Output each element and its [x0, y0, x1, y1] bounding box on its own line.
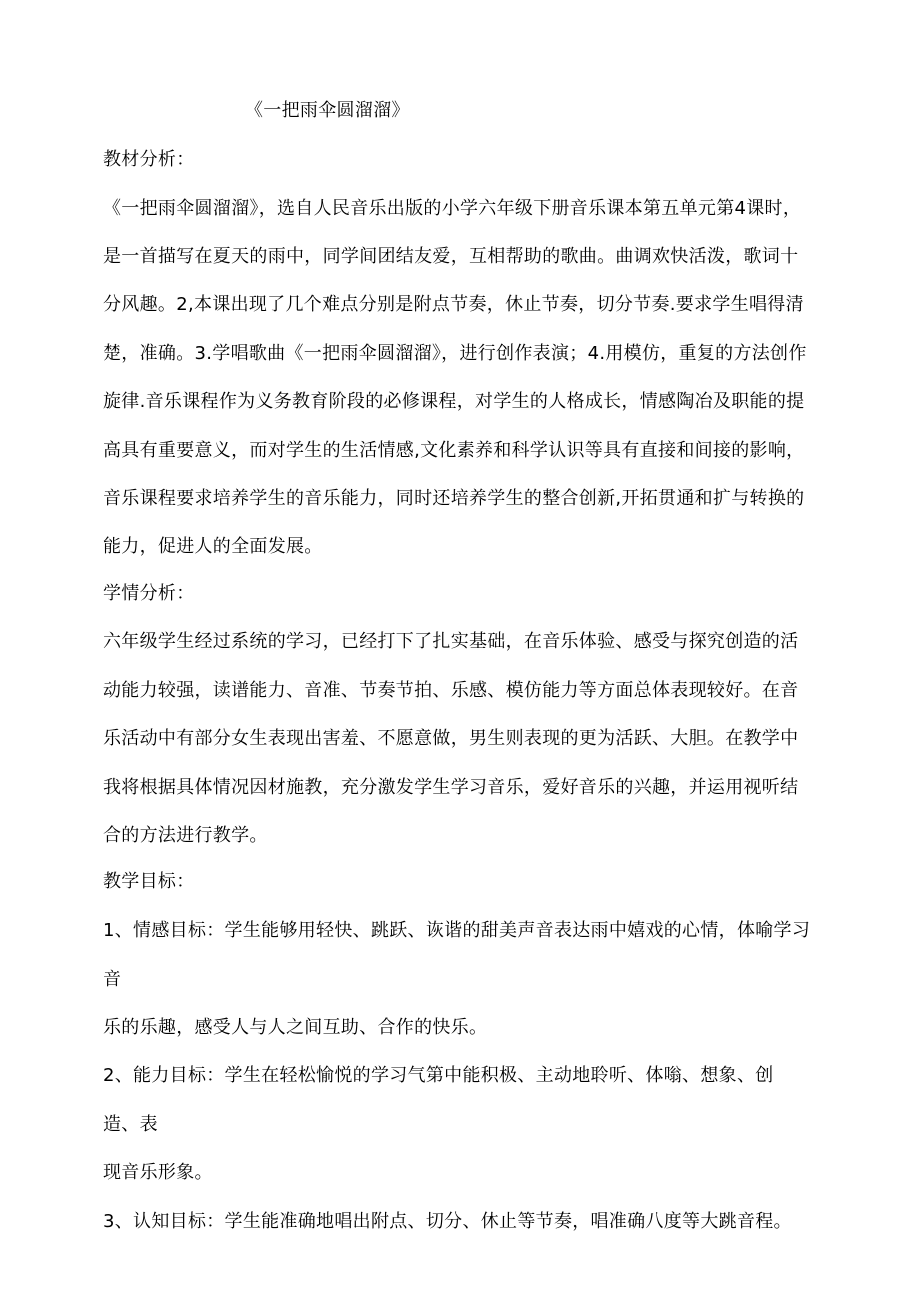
paragraph-line: 乐活动中有部分女生表现出害羞、不愿意做，男生则表现的更为活跃、大胆。在教学中: [103, 728, 799, 749]
section-heading-material: 教材分析：: [103, 149, 195, 170]
goal-line: 现音乐形象。: [103, 1162, 213, 1183]
paragraph-line: 我将根据具体情况因材施教，充分激发学生学习音乐，爱好音乐的兴趣，并运用视听结: [103, 777, 799, 798]
section-heading-students: 学情分析：: [103, 583, 195, 604]
paragraph-line: 楚，准确。3.学唱歌曲《一把雨伞圆溜溜》，进行创作表演；4.用模仿，重复的方法创作: [103, 343, 807, 364]
paragraph-line: 旋律.音乐课程作为义务教育阶段的必修课程，对学生的人格成长，情感陶冶及职能的提: [103, 391, 805, 412]
goal-line: 2、能力目标：学生在轻松愉悦的学习气第中能积极、主动地聆听、体嗡、想象、创: [103, 1065, 774, 1086]
paragraph-line: 是一首描写在夏天的雨中，同学间团结友爱，互相帮助的歌曲。曲调欢快活泼，歌词十: [103, 246, 799, 267]
paragraph-line: 高具有重要意义，而对学生的生活情感,文化素养和科学认识等具有直接和间接的影响，: [103, 440, 805, 461]
paragraph-line: 六年级学生经过系统的学习，已经打下了扎实基础，在音乐体验、感受与探究创造的活: [103, 631, 799, 652]
document-title: 《一把雨伞圆溜溜》: [245, 100, 410, 121]
paragraph-line: 能力，促进人的全面发展。: [103, 536, 323, 557]
goal-line: 1、情感目标：学生能够用轻快、跳跃、诙谐的甜美声音表达雨中嬉戏的心情，体喻学习: [103, 920, 811, 941]
paragraph-line: 分风趣。2,本课出现了几个难点分别是附点节奏，休止节奏，切分节奏.要求学生唱得清: [103, 294, 804, 315]
goal-line: 音: [103, 969, 122, 990]
paragraph-line: 合的方法进行教学。: [103, 825, 268, 846]
goal-line: 乐的乐趣，感受人与人之间互助、合作的快乐。: [103, 1017, 488, 1038]
goal-line: 造、表: [103, 1114, 158, 1135]
paragraph-line: 音乐课程要求培养学生的音乐能力，同时还培养学生的整合创新,开拓贯通和扩与转换的: [103, 488, 805, 509]
paragraph-line: 《一把雨伞圆溜溜》，选自人民音乐出版的小学六年级下册音乐课本第五单元第4课时，: [103, 198, 802, 219]
paragraph-line: 动能力较强，读谱能力、音准、节奏节拍、乐感、模仿能力等方面总体表现较好。在音: [103, 680, 799, 701]
section-heading-goals: 教学目标：: [103, 871, 195, 892]
goal-line: 3、认知目标：学生能准确地唱出附点、切分、休止等节奏，唱准确八度等大跳音程。: [103, 1211, 792, 1232]
